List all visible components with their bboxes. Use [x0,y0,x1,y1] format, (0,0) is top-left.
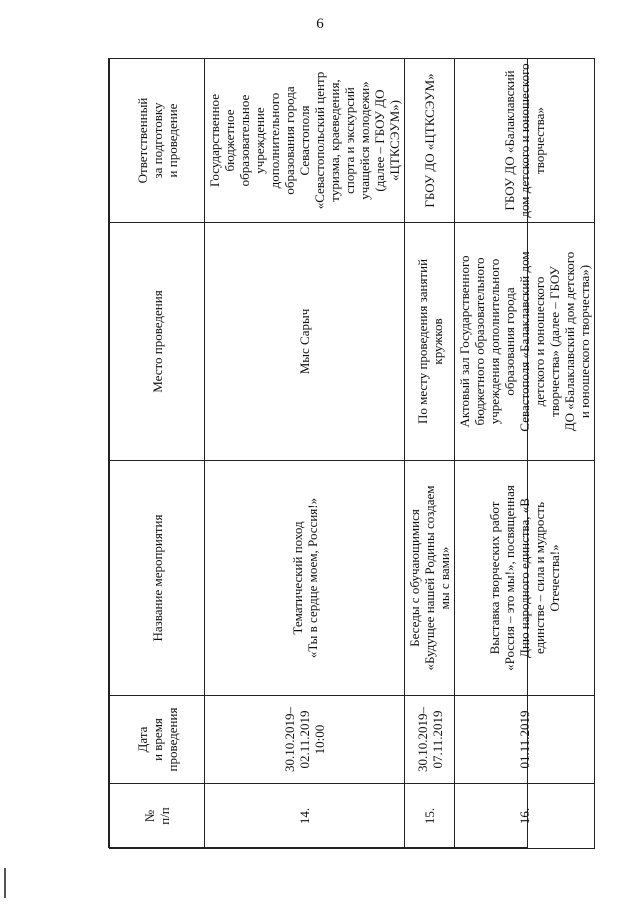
cell-event-name: Тематический поход «Ты в сердце моем, Россия!» [205,461,405,696]
cell-place: Мыс Сарыч [205,223,405,461]
page-number: 6 [316,16,324,32]
header-date: Дата и время проведения [110,696,205,784]
rotated-table-container [109,59,592,849]
cell-responsible: ГБОУ ДО «ЦТКСЭУМ» [405,59,455,223]
cell-responsible: Государственное бюджетное образовательное учреждение дополнительного образования города Севастополя «Севастопольский центр туризма, краеведения, спорта и экскурсий учащейся молодежи» (далее – ГБОУ ДО «ЦТКСЭУМ») [205,59,405,223]
cell-number: 14. [205,784,405,849]
events-table-frame [108,58,592,848]
cell-date: 30.10.2019– 07.11.2019 [405,696,455,784]
header-responsible: Ответственный за подготовку и проведение [110,59,205,223]
cell-date: 01.11.2019 [455,696,595,784]
table-row [455,59,595,849]
scan-edge-mark [4,868,6,898]
table-header-row [110,59,205,849]
header-place: Место проведения [110,223,205,461]
table-row [205,59,405,849]
cell-place: По месту проведения занятий кружков [405,223,455,461]
cell-number: 15. [405,784,455,849]
header-number: № п/п [110,784,205,849]
cell-event-name: Выставка творческих работ «Россия – это мы!», посвященная Дню народного единства, «В единстве – сила и мудрость Отечества!» [455,461,595,696]
cell-date: 30.10.2019– 02.11.2019 10:00 [205,696,405,784]
cell-event-name: Беседы с обучающимися «Будущее нашей Родины создаем мы с вами» [405,461,455,696]
events-table [109,58,595,849]
cell-place: Актовый зал Государственного бюджетного образовательного учреждения дополнительного образования города Севастополя «Балаклавский дом детского и юношеского творчества» (далее – ГБОУ ДО «Балаклавский дом детского и юношеского творчества») [455,223,595,461]
header-event-name: Название мероприятия [110,461,205,696]
cell-responsible: ГБОУ ДО «Балаклавский дом детского и юношеского творчества» [455,59,595,223]
cell-number: 16. [455,784,595,849]
table-row [405,59,455,849]
